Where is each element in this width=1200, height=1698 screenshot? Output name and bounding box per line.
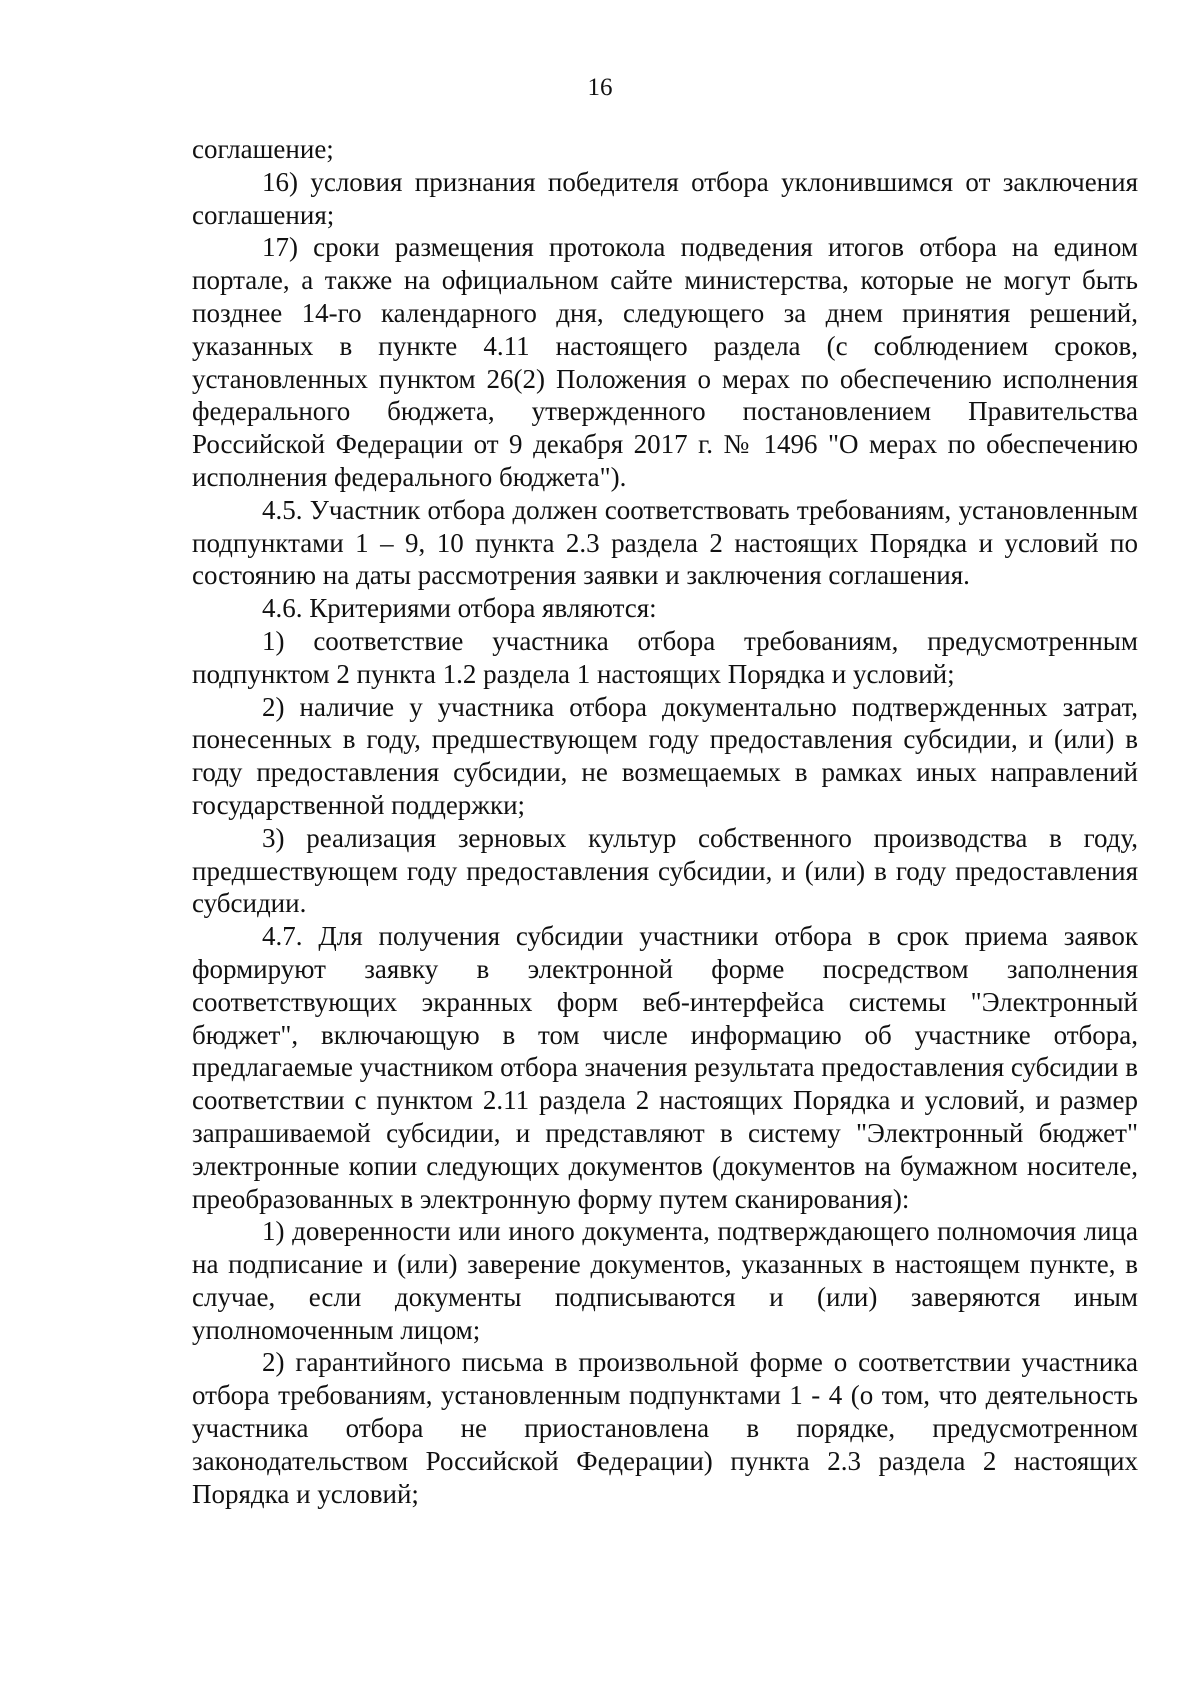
paragraph-4-6: 4.6. Критериями отбора являются: (262, 593, 657, 624)
page-number: 16 (587, 74, 613, 101)
paragraph-item-17: 17) сроки размещения протокола подведения итогов отбора на едином портале, а также на официальном сайте министерства, которые не могут быть позднее 14-го календарного дня, следующего за днем принятия решений, указанных в пункте 4.11 настоящего раздела (с соблюдением сроков, установленных пунктом 26(2) Положения о мерах по обеспечению исполнения федерального бюджета, утвержденного постановлением Правительства Российской Федерации от 9 декабря 2017 г. № 1496 "О мерах по обеспечению исполнения федерального бюджета"). (192, 232, 1138, 492)
document-body (192, 133, 1138, 1510)
paragraph-item-16: 16) условия признания победителя отбора уклонившимся от заключения соглашения; (192, 166, 1138, 230)
paragraph-document-1: 1) доверенности или иного документа, подтверждающего полномочия лица на подписание и (или) заверение документов, указанных в настоящем пункте, в случае, если документы подписываются и (или) заверяются иным уполномоченным лицом; (192, 1216, 1138, 1345)
paragraph-continuation: соглашение; (192, 134, 334, 164)
paragraph-criterion-1: 1) соответствие участника отбора требованиям, предусмотренным подпунктом 2 пункта 1.2 раздела 1 настоящих Порядка и условий; (192, 625, 1138, 689)
paragraph-document-2: 2) гарантийного письма в произвольной форме о соответствии участника отбора требованиям, установленным подпунктами 1 - 4 (о том, что деятельность участника отбора не приостановлена в порядке, предусмотренном законодательством Российской Федерации) пункта 2.3 раздела 2 настоящих Порядка и условий; (192, 1347, 1138, 1509)
paragraph-4-5: 4.5. Участник отбора должен соответствовать требованиям, установленным подпунктами 1 – 9, 10 пункта 2.3 раздела 2 настоящих Порядка и условий по состоянию на даты рассмотрения заявки и заключения соглашения. (192, 494, 1138, 591)
paragraph-criterion-3: 3) реализация зерновых культур собственного производства в году, предшествующем году предоставления субсидии, и (или) в году предоставления субсидии. (192, 822, 1138, 919)
paragraph-criterion-2: 2) наличие у участника отбора документально подтвержденных затрат, понесенных в году, предшествующем году предоставления субсидии, и (или) в году предоставления субсидии, не возмещаемых в рамках иных направлений государственной поддержки; (192, 691, 1138, 820)
paragraph-4-7: 4.7. Для получения субсидии участники отбора в срок приема заявок формируют заявку в электронной форме посредством заполнения соответствующих экранных форм веб-интерфейса системы "Электронный бюджет", включающую в том числе информацию об участнике отбора, предлагаемые участником отбора значения результата предоставления субсидии в соответствии с пунктом 2.11 раздела 2 настоящих Порядка и условий, и размер запрашиваемой субсидии, и представляют в систему "Электронный бюджет" электронные копии следующих документов (документов на бумажном носителе, преобразованных в электронную форму путем сканирования): (192, 921, 1138, 1214)
